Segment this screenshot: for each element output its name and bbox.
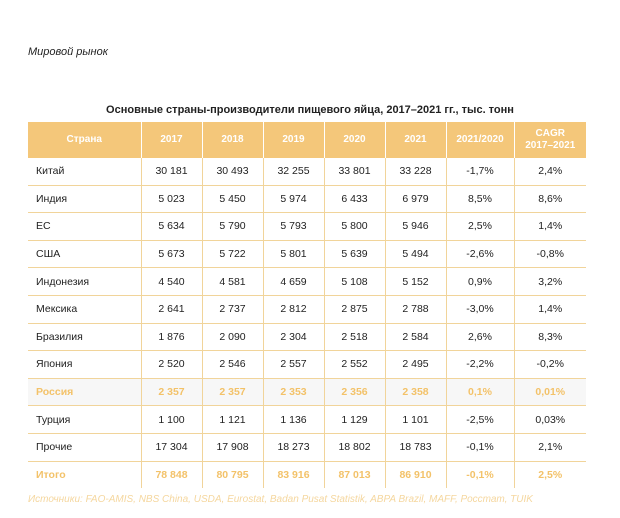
col-header-change: 2021/2020 <box>446 122 514 158</box>
table-row <box>28 295 586 323</box>
cell-cagr: 2,1% <box>514 433 586 461</box>
cell-2018: 5 450 <box>202 185 263 213</box>
cell-cagr: 1,4% <box>514 295 586 323</box>
cell-2018: 5 722 <box>202 240 263 268</box>
cell-2017: 78 848 <box>141 461 202 488</box>
cell-change: 8,5% <box>446 185 514 213</box>
cell-cagr: 8,3% <box>514 323 586 351</box>
cell-2018: 2 357 <box>202 378 263 406</box>
cell-2021: 18 783 <box>385 433 446 461</box>
cell-country: Мексика <box>28 295 141 323</box>
cell-2020: 2 875 <box>324 295 385 323</box>
cell-country: Итого <box>28 461 141 488</box>
col-header-cagr: CAGR 2017–2021 <box>514 122 586 158</box>
cell-2021: 2 788 <box>385 295 446 323</box>
cell-change: -2,6% <box>446 240 514 268</box>
cell-cagr: 2,4% <box>514 158 586 185</box>
cell-2021: 6 979 <box>385 185 446 213</box>
cell-2017: 1 100 <box>141 406 202 434</box>
cell-change: 2,6% <box>446 323 514 351</box>
cell-2020: 5 639 <box>324 240 385 268</box>
cell-2018: 1 121 <box>202 406 263 434</box>
col-header-2017: 2017 <box>141 122 202 158</box>
cell-2020: 33 801 <box>324 158 385 185</box>
cell-cagr: 8,6% <box>514 185 586 213</box>
cell-2019: 5 974 <box>263 185 324 213</box>
table-row <box>28 406 586 434</box>
cell-2019: 2 812 <box>263 295 324 323</box>
cell-2020: 5 108 <box>324 268 385 296</box>
cell-2020: 2 518 <box>324 323 385 351</box>
cell-2021: 33 228 <box>385 158 446 185</box>
cell-2019: 2 557 <box>263 351 324 379</box>
table-row <box>28 268 586 296</box>
cell-cagr: -0,8% <box>514 240 586 268</box>
table-row <box>28 351 586 379</box>
cell-2020: 2 552 <box>324 351 385 379</box>
table-row <box>28 378 586 406</box>
table-title: Основные страны-производители пищевого яйца, 2017–2021 гг., тыс. тонн <box>106 104 514 116</box>
col-header-2020: 2020 <box>324 122 385 158</box>
cell-change: -2,5% <box>446 406 514 434</box>
cell-change: -3,0% <box>446 295 514 323</box>
cell-2021: 2 358 <box>385 378 446 406</box>
cell-2017: 2 520 <box>141 351 202 379</box>
cell-2019: 2 353 <box>263 378 324 406</box>
table-row <box>28 158 586 185</box>
egg-production-table <box>28 122 586 488</box>
cell-change: 0,1% <box>446 378 514 406</box>
cell-2017: 5 673 <box>141 240 202 268</box>
cell-2018: 2 546 <box>202 351 263 379</box>
cell-2017: 2 357 <box>141 378 202 406</box>
cell-cagr: 1,4% <box>514 213 586 241</box>
cell-2019: 32 255 <box>263 158 324 185</box>
cell-2020: 87 013 <box>324 461 385 488</box>
cell-2020: 5 800 <box>324 213 385 241</box>
cell-change: -2,2% <box>446 351 514 379</box>
sources-note: Источники: FAO-AMIS, NBS China, USDA, Eurostat, Badan Pusat Statistik, ABPA Brazil, MAFF, Росстат, TUIK <box>28 494 533 505</box>
cell-2018: 2 090 <box>202 323 263 351</box>
cell-2017: 30 181 <box>141 158 202 185</box>
cell-change: -0,1% <box>446 461 514 488</box>
cell-country: Турция <box>28 406 141 434</box>
cell-2021: 86 910 <box>385 461 446 488</box>
cell-2020: 6 433 <box>324 185 385 213</box>
cell-2017: 17 304 <box>141 433 202 461</box>
cell-2017: 4 540 <box>141 268 202 296</box>
cell-cagr: -0,2% <box>514 351 586 379</box>
cell-2020: 18 802 <box>324 433 385 461</box>
cell-2019: 18 273 <box>263 433 324 461</box>
cell-country: Россия <box>28 378 141 406</box>
cell-2019: 1 136 <box>263 406 324 434</box>
cell-country: ЕС <box>28 213 141 241</box>
cell-country: Бразилия <box>28 323 141 351</box>
cell-2019: 5 793 <box>263 213 324 241</box>
cell-country: Индия <box>28 185 141 213</box>
cell-2017: 1 876 <box>141 323 202 351</box>
cell-2017: 5 634 <box>141 213 202 241</box>
table-row <box>28 323 586 351</box>
cell-country: Китай <box>28 158 141 185</box>
cell-country: Прочие <box>28 433 141 461</box>
table-header-row <box>28 122 586 158</box>
cell-cagr: 0,01% <box>514 378 586 406</box>
col-header-2018: 2018 <box>202 122 263 158</box>
cell-change: -1,7% <box>446 158 514 185</box>
cell-2019: 83 916 <box>263 461 324 488</box>
table-row <box>28 433 586 461</box>
col-header-2021: 2021 <box>385 122 446 158</box>
cell-2018: 80 795 <box>202 461 263 488</box>
cell-2019: 4 659 <box>263 268 324 296</box>
cell-2018: 30 493 <box>202 158 263 185</box>
cell-change: -0,1% <box>446 433 514 461</box>
cell-cagr: 2,5% <box>538 468 563 481</box>
cell-2018: 2 737 <box>202 295 263 323</box>
cell-2018: 5 790 <box>202 213 263 241</box>
cell-2018: 4 581 <box>202 268 263 296</box>
cell-2020: 1 129 <box>324 406 385 434</box>
table-row <box>28 185 586 213</box>
cell-change: 2,5% <box>446 213 514 241</box>
cell-2021: 2 495 <box>385 351 446 379</box>
cell-2021: 2 584 <box>385 323 446 351</box>
table-row <box>28 240 586 268</box>
cell-2018: 17 908 <box>202 433 263 461</box>
cell-change: 0,9% <box>446 268 514 296</box>
cell-country: Япония <box>28 351 141 379</box>
cell-2017: 2 641 <box>141 295 202 323</box>
cell-2021: 5 152 <box>385 268 446 296</box>
cell-2021: 5 494 <box>385 240 446 268</box>
cell-2017: 5 023 <box>141 185 202 213</box>
cell-country: Индонезия <box>28 268 141 296</box>
cell-cagr: 0,03% <box>514 406 586 434</box>
cell-cagr: 3,2% <box>514 268 586 296</box>
table-row <box>28 461 586 488</box>
cell-2021: 1 101 <box>385 406 446 434</box>
table-row <box>28 213 586 241</box>
cell-country: США <box>28 240 141 268</box>
cell-2019: 5 801 <box>263 240 324 268</box>
col-header-country: Страна <box>28 122 141 158</box>
col-header-2019: 2019 <box>263 122 324 158</box>
cell-2021: 5 946 <box>385 213 446 241</box>
cell-2019: 2 304 <box>263 323 324 351</box>
cell-2020: 2 356 <box>324 378 385 406</box>
section-label: Мировой рынок <box>28 46 108 58</box>
